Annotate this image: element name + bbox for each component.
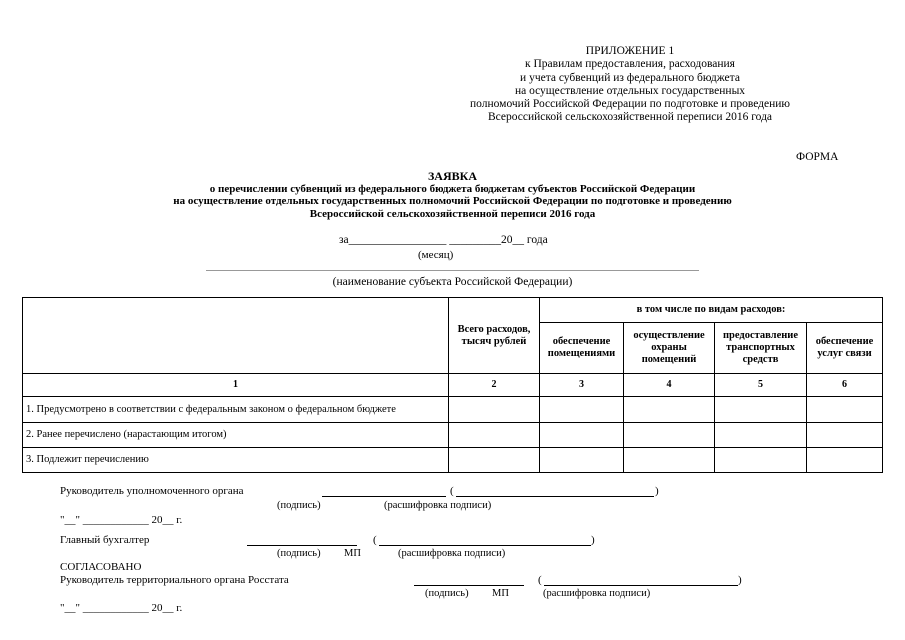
row-label: 2. Ранее перечислено (нарастающим итогом) (23, 423, 449, 448)
stamp-hint: МП (344, 548, 361, 559)
column-number: 5 (715, 374, 807, 397)
subject-name-label: (наименование субъекта Российской Федерации) (332, 276, 573, 288)
table-cell[interactable] (624, 423, 715, 448)
title-line: Всероссийской сельскохозяйственной переписи 2016 года (309, 207, 596, 220)
paren-close: ) (591, 534, 595, 546)
rosstat-label: Руководитель территориального органа Росстата (60, 574, 289, 586)
table-cell[interactable] (624, 448, 715, 473)
table-row (23, 397, 883, 423)
header-total: Всего расходов, тысяч рублей (449, 298, 540, 374)
subject-name-field[interactable] (206, 270, 699, 271)
head-signature-field[interactable] (322, 496, 446, 497)
column-number: 2 (449, 374, 540, 397)
column-number: 6 (807, 374, 883, 397)
rosstat-signature-field[interactable] (414, 585, 524, 586)
table-cell[interactable] (449, 448, 540, 473)
month-label: (месяц) (418, 249, 454, 261)
appendix-line: полномочий Российской Федерации по подготовке и проведению (469, 98, 791, 111)
decoding-hint: (расшифровка подписи) (398, 548, 506, 559)
paren-open: ( (373, 534, 377, 546)
paren-open: ( (450, 485, 454, 497)
accountant-label: Главный бухгалтер (60, 534, 150, 546)
table-cell[interactable] (715, 397, 807, 423)
accountant-decoding-field[interactable] (379, 545, 591, 546)
table-cell[interactable] (540, 423, 624, 448)
table-cell[interactable] (715, 448, 807, 473)
rosstat-decoding-field[interactable] (544, 585, 738, 586)
period-field[interactable]: за_________________ _________20__ года (339, 234, 548, 246)
table-cell[interactable] (807, 397, 883, 423)
column-number: 1 (23, 374, 449, 397)
decoding-hint: (расшифровка подписи) (384, 500, 492, 511)
appendix-line: на осуществление отдельных государственных (514, 84, 746, 97)
table-cell[interactable] (449, 397, 540, 423)
paren-close: ) (738, 574, 742, 586)
appendix-line: ПРИЛОЖЕНИЕ 1 (585, 45, 675, 57)
agreed-label: СОГЛАСОВАНО (60, 561, 142, 573)
date-field[interactable]: "__" ____________ 20__ г. (60, 602, 183, 614)
table-cell[interactable] (807, 448, 883, 473)
date-field[interactable]: "__" ____________ 20__ г. (60, 514, 183, 526)
stamp-hint: МП (492, 588, 509, 599)
expense-table (22, 297, 883, 473)
document-title (0, 169, 905, 220)
table-cell[interactable] (540, 397, 624, 423)
title-line: о перечислении субвенций из федерального бюджета бюджетам субъектов Российской Федерации (209, 183, 696, 195)
signature-hint: (подпись) (277, 548, 321, 559)
paren-close: ) (655, 485, 659, 497)
table-cell[interactable] (449, 423, 540, 448)
appendix-line: к Правилам предоставления, расходования (525, 58, 735, 71)
column-number: 4 (624, 374, 715, 397)
header-group: в том числе по видам расходов: (540, 298, 883, 323)
table-cell[interactable] (540, 448, 624, 473)
table-row (23, 423, 883, 448)
table-cell[interactable] (715, 423, 807, 448)
decoding-hint: (расшифровка подписи) (543, 588, 651, 599)
head-label: Руководитель уполномоченного органа (60, 485, 244, 497)
title-main: ЗАЯВКА (427, 169, 478, 183)
row-label: 1. Предусмотрено в соответствии с федеральным законом о федеральном бюджете (23, 397, 449, 423)
header-blank-cell (23, 298, 449, 374)
head-decoding-field[interactable] (456, 496, 654, 497)
header-security: осуществление охраны помещений (624, 323, 715, 374)
paren-open: ( (538, 574, 542, 586)
appendix-line: Всероссийской сельскохозяйственной переписи 2016 года (487, 111, 773, 124)
header-transport: предоставление транспортных средств (715, 323, 807, 374)
column-number: 3 (540, 374, 624, 397)
form-label: ФОРМА (796, 151, 839, 163)
appendix-line: и учета субвенций из федерального бюджета (520, 71, 740, 84)
table-row (23, 448, 883, 473)
appendix-header (430, 45, 830, 125)
table-cell[interactable] (807, 423, 883, 448)
accountant-signature-field[interactable] (247, 545, 357, 546)
title-line: на осуществление отдельных государственных полномочий Российской Федерации по подготовке и проведению (173, 195, 732, 208)
signature-hint: (подпись) (425, 588, 469, 599)
header-premises: обеспечение помещениями (540, 323, 624, 374)
header-communications: обеспечение услуг связи (807, 323, 883, 374)
table-cell[interactable] (624, 397, 715, 423)
signature-hint: (подпись) (277, 500, 321, 511)
row-label: 3. Подлежит перечислению (23, 448, 449, 473)
